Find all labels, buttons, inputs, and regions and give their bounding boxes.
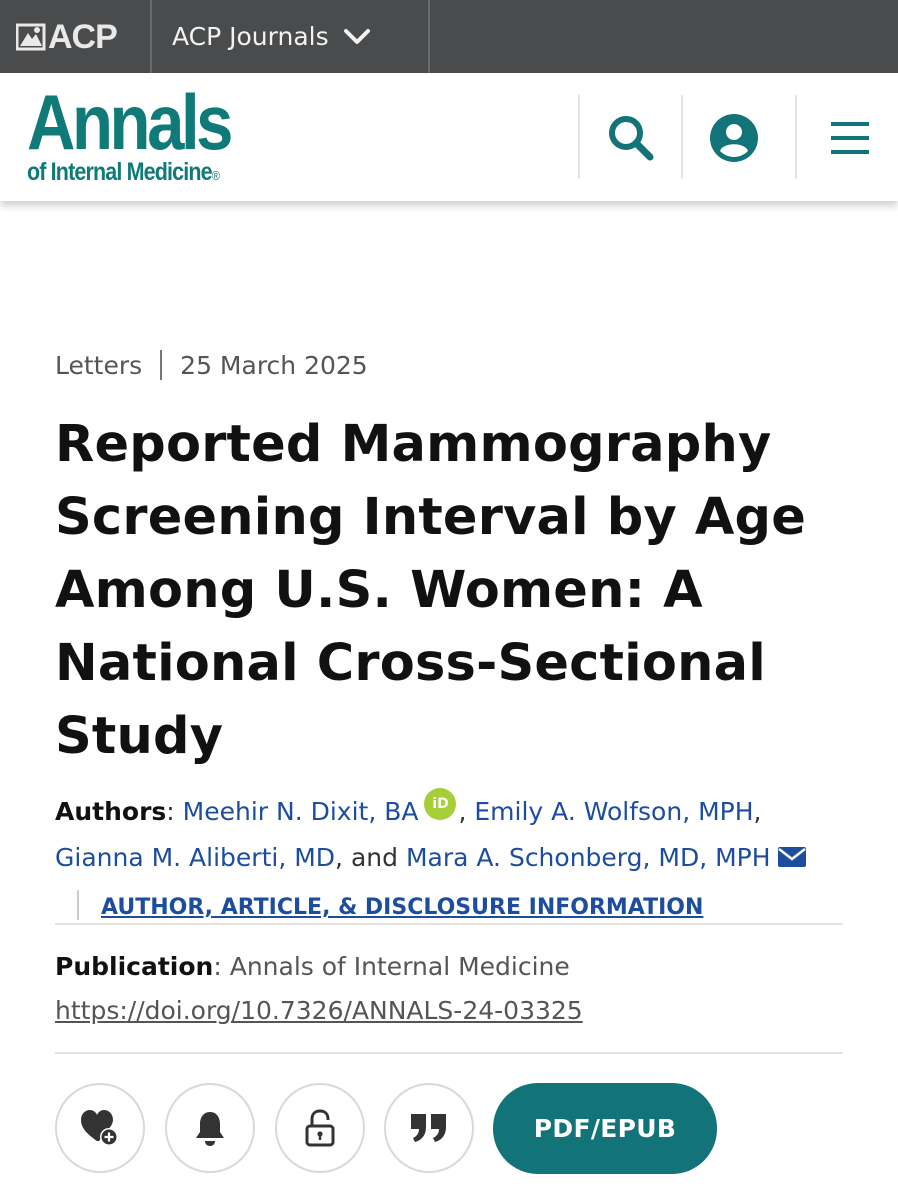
- article-meta: [55, 350, 368, 380]
- doi-link[interactable]: https://doi.org/10.7326/ANNALS-24-03325: [55, 996, 583, 1025]
- chevron-down-icon: [343, 28, 371, 46]
- acp-logo[interactable]: [16, 18, 117, 56]
- authors-and: and: [350, 843, 398, 872]
- acp-journals-label: ACP Journals: [172, 22, 329, 51]
- author-link[interactable]: Mara A. Schonberg, MD, MPH: [405, 843, 771, 872]
- meta-divider: [160, 350, 162, 380]
- acp-mark-icon: [16, 22, 46, 52]
- topbar-divider: [428, 0, 430, 73]
- search-icon: [606, 113, 656, 163]
- brand-subtitle: [27, 159, 230, 189]
- orcid-icon[interactable]: iD: [424, 788, 456, 820]
- article-date: 25 March 2025: [180, 350, 368, 380]
- acp-topbar: [0, 0, 898, 73]
- account-button[interactable]: [699, 103, 769, 173]
- article-title: Reported Mammography Screening Interval by Age Among U.S. Women: A National Cross-Sectional Study: [55, 415, 807, 766]
- quote-icon: [409, 1112, 449, 1144]
- author-link[interactable]: Meehir N. Dixit, BA: [182, 797, 419, 826]
- header-divider: [795, 95, 797, 179]
- search-button[interactable]: [596, 103, 666, 173]
- authors-block: Authors: Meehir N. Dixit, BA iD , Emily A. Wolfson, MPH, Gianna M. Aliberti, MD, and Mara A. Schonberg, MD, MPHAUTHOR, ARTICLE, & DISCLOSURE INFORMATION: [55, 788, 845, 931]
- main-menu-button[interactable]: [815, 103, 885, 173]
- user-account-icon: [709, 113, 759, 163]
- email-icon[interactable]: [777, 837, 807, 883]
- brand-subtitle-text: of Internal Medicine: [27, 158, 212, 186]
- registered-mark: ®: [211, 168, 220, 183]
- alert-button[interactable]: [165, 1083, 255, 1173]
- author-link[interactable]: Gianna M. Aliberti, MD: [55, 843, 336, 872]
- section-divider: [55, 923, 843, 925]
- section-divider: [55, 1052, 843, 1054]
- add-favorite-button[interactable]: [55, 1083, 145, 1173]
- hamburger-menu-icon: [829, 120, 871, 156]
- heart-plus-icon: [79, 1108, 121, 1148]
- acp-journals-menu[interactable]: [172, 0, 371, 73]
- authors-divider: [77, 890, 79, 920]
- author-link[interactable]: Emily A. Wolfson, MPH: [474, 797, 754, 826]
- disclosure-info-link[interactable]: AUTHOR, ARTICLE, & DISCLOSURE INFORMATION: [101, 895, 704, 920]
- topbar-divider: [150, 0, 152, 73]
- authors-label: Authors: [55, 797, 167, 826]
- open-access-button[interactable]: [275, 1083, 365, 1173]
- publication-block: Publication: Annals of Internal Medicine https://doi.org/10.7326/ANNALS-24-03325: [55, 945, 583, 1033]
- header-divider: [578, 95, 580, 179]
- unlock-icon: [304, 1109, 336, 1147]
- publication-label: Publication: [55, 952, 214, 981]
- bell-icon: [193, 1109, 227, 1147]
- pdf-epub-button[interactable]: PDF/EPUB: [493, 1083, 717, 1174]
- journal-header: [0, 73, 898, 201]
- brand-name: Annals: [27, 78, 231, 166]
- header-divider: [681, 95, 683, 179]
- acp-logo-text: ACP: [48, 18, 117, 56]
- annals-logo[interactable]: [27, 78, 263, 189]
- publication-name: Annals of Internal Medicine: [229, 952, 570, 981]
- article-category[interactable]: Letters: [55, 350, 143, 380]
- cite-button[interactable]: [384, 1083, 474, 1173]
